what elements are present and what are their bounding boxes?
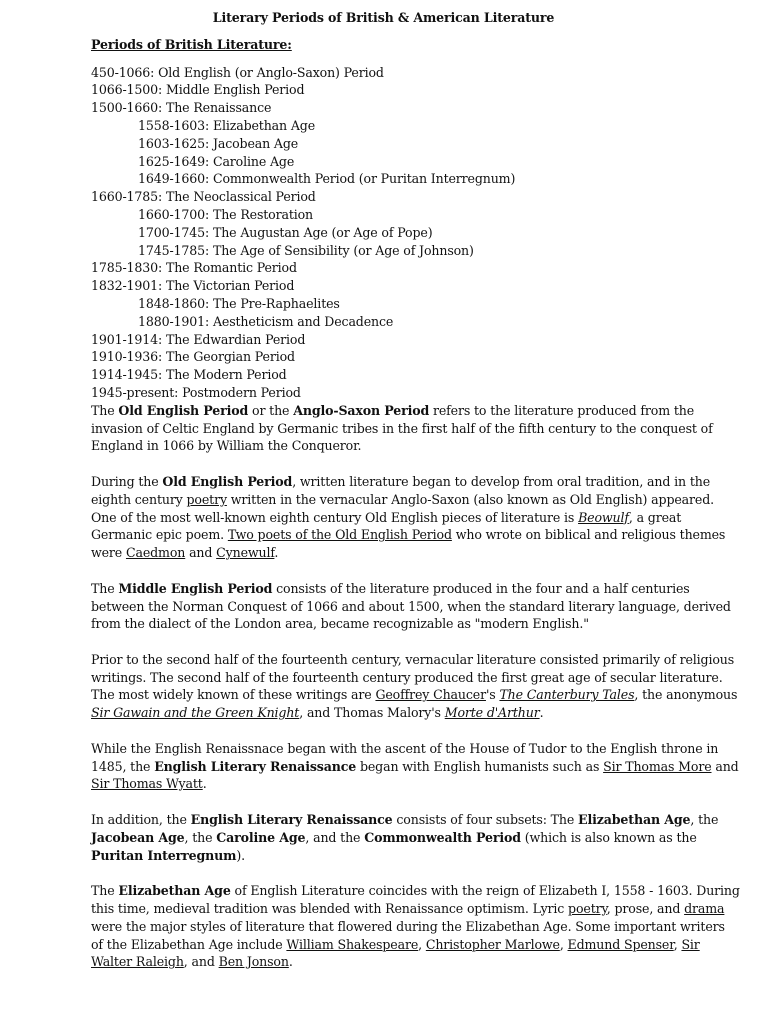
sub-period-item: 1700-1745: The Augustan Age (or Age of Pope)	[138, 224, 433, 240]
inline-link[interactable]: Ben Jonson	[218, 954, 289, 970]
text-run: consists of four subsets: The	[392, 812, 579, 828]
text-run: or the	[248, 402, 294, 418]
period-item: 1832-1901: The Victorian Period	[91, 278, 295, 294]
paragraph	[91, 811, 740, 864]
text-run: ).	[236, 847, 245, 863]
inline-link[interactable]: Sir Thomas Wyatt	[91, 776, 203, 792]
inline-link[interactable]: Sir Gawain and the Green Knight	[91, 705, 300, 721]
inline-link[interactable]: The Canterbury Tales	[499, 687, 635, 703]
inline-link[interactable]: poetry	[186, 491, 227, 507]
inline-link[interactable]: Geoffrey Chaucer	[375, 687, 486, 703]
underlined-text: Two poets of the Old English Period	[227, 527, 452, 543]
bold-term: Elizabethan Age	[578, 812, 691, 828]
inline-link[interactable]: Sir Walter Raleigh	[91, 936, 700, 970]
text-run: were the major styles of literature that flowered during the Elizabethan Age. Some important writers of the Elizabethan Age include	[91, 918, 725, 952]
text-run: .	[288, 954, 293, 970]
text-run: 's	[485, 687, 500, 703]
period-item: 1910-1936: The Georgian Period	[91, 349, 295, 365]
inline-link[interactable]: Sir Thomas More	[603, 758, 712, 774]
sub-period-item: 1625-1649: Caroline Age	[138, 153, 295, 169]
text-run: , written literature began to develop from oral tradition, and in the eighth century	[91, 473, 710, 507]
sub-period-item: 1649-1660: Commonwealth Period (or Puritan Interregnum)	[138, 171, 516, 187]
section-heading: Periods of British Literature:	[91, 36, 292, 52]
inline-link[interactable]: drama	[684, 901, 725, 917]
text-run: written in the vernacular Anglo-Saxon (also known as Old English) appeared. One of the most well-known eighth century Old English pieces of literature is	[91, 491, 714, 525]
inline-link[interactable]: Beowulf	[578, 509, 629, 525]
text-run: ,	[673, 936, 682, 952]
bold-term: Puritan Interregnum	[91, 847, 237, 863]
text-run: , and Thomas Malory's	[299, 705, 445, 721]
text-run: who wrote on biblical and religious themes were	[91, 527, 726, 561]
sub-period-item: 1848-1860: The Pre-Raphaelites	[138, 295, 340, 311]
bold-term: Old English Period	[162, 473, 293, 489]
paragraph	[91, 473, 740, 562]
sub-period-item: 1660-1700: The Restoration	[138, 206, 314, 222]
paragraph	[91, 740, 740, 793]
text-run: The	[91, 580, 119, 596]
inline-link[interactable]: poetry	[568, 901, 607, 917]
text-run: The	[91, 883, 119, 899]
text-run: (which is also known as the	[520, 829, 697, 845]
period-item: 1500-1660: The Renaissance	[91, 100, 272, 116]
text-run: Prior to the second half of the fourteenth century, vernacular literature consisted primarily of religious writings. The second half of the fourteenth century produced the first great age of secular literature. The most widely known of these writings are	[91, 651, 735, 703]
text-run: , prose, and	[606, 901, 685, 917]
bold-term: Jacobean Age	[91, 829, 185, 845]
text-run: refers to the literature produced from the invasion of Celtic England by Germanic tribes in the first half of the fifth century to the conquest of England in 1066 by William the Conqueror.	[91, 402, 713, 454]
period-item: 1660-1785: The Neoclassical Period	[91, 189, 316, 205]
bold-term: English Literary Renaissance	[190, 812, 393, 828]
text-run: While the English Renaissnace began with the ascent of the House of Tudor to the English throne in 1485, the	[91, 740, 719, 774]
sub-period-item: 1880-1901: Aestheticism and Decadence	[138, 313, 394, 329]
period-item: 1901-1914: The Edwardian Period	[91, 331, 306, 347]
paragraph	[91, 402, 740, 455]
text-run: began with English humanists such as	[356, 758, 604, 774]
text-run: .	[274, 545, 279, 561]
inline-link[interactable]: Morte d'Arthur	[444, 705, 540, 721]
text-run: During the	[91, 473, 163, 489]
bold-term: Old English Period	[118, 402, 249, 418]
bold-term: Commonwealth Period	[364, 829, 521, 845]
text-run: .	[202, 776, 207, 792]
paragraph	[91, 580, 740, 633]
text-run: and	[711, 758, 739, 774]
text-run: , the	[690, 812, 719, 828]
bold-term: Elizabethan Age	[118, 883, 231, 899]
sub-period-item: 1558-1603: Elizabethan Age	[138, 117, 316, 133]
inline-link[interactable]: Edmund Spenser	[567, 936, 674, 952]
bold-term: English Literary Renaissance	[154, 758, 357, 774]
inline-link[interactable]: William Shakespeare	[286, 936, 419, 952]
text-run: ,	[418, 936, 426, 952]
period-item: 1945-present: Postmodern Period	[91, 384, 301, 400]
sub-period-item: 1745-1785: The Age of Sensibility (or Age of Johnson)	[138, 242, 474, 258]
bold-term: Anglo-Saxon Period	[293, 402, 430, 418]
text-run: , and the	[305, 829, 365, 845]
bold-term: Middle English Period	[118, 580, 273, 596]
body-text	[91, 402, 740, 972]
period-item: 1066-1500: Middle English Period	[91, 82, 305, 98]
paragraph	[91, 651, 740, 722]
text-run: ,	[559, 936, 568, 952]
inline-link[interactable]: Christopher Marlowe	[425, 936, 560, 952]
text-run: of English Literature coincides with the reign of Elizabeth I, 1558 - 1603. During this time, medieval tradition was blended with Renaissance optimism. Lyric	[91, 883, 740, 917]
inline-link[interactable]: Caedmon	[125, 545, 186, 561]
text-run: , a great Germanic epic poem.	[91, 509, 682, 543]
sub-period-item: 1603-1625: Jacobean Age	[138, 135, 299, 151]
period-item: 1785-1830: The Romantic Period	[91, 260, 297, 276]
inline-link[interactable]: Cynewulf	[216, 545, 275, 561]
periods-list	[91, 64, 740, 402]
text-run: The	[91, 402, 119, 418]
text-run: consists of the literature produced in the four and a half centuries between the Norman Conquest of 1066 and about 1500, when the standard literary language, derived from the dialect of the London area, became recognizable as "modern English."	[91, 580, 731, 632]
period-item: 1914-1945: The Modern Period	[91, 367, 287, 383]
text-run: .	[539, 705, 544, 721]
text-run: In addition, the	[91, 812, 191, 828]
document-title: Literary Periods of British & American Literature	[212, 10, 555, 25]
text-run: , the anonymous	[634, 687, 738, 703]
bold-term: Caroline Age	[216, 829, 306, 845]
paragraph	[91, 882, 740, 971]
text-run: , the	[184, 829, 217, 845]
period-item: 450-1066: Old English (or Anglo-Saxon) Period	[91, 64, 384, 80]
text-run: and	[185, 545, 217, 561]
text-run: , and	[183, 954, 219, 970]
